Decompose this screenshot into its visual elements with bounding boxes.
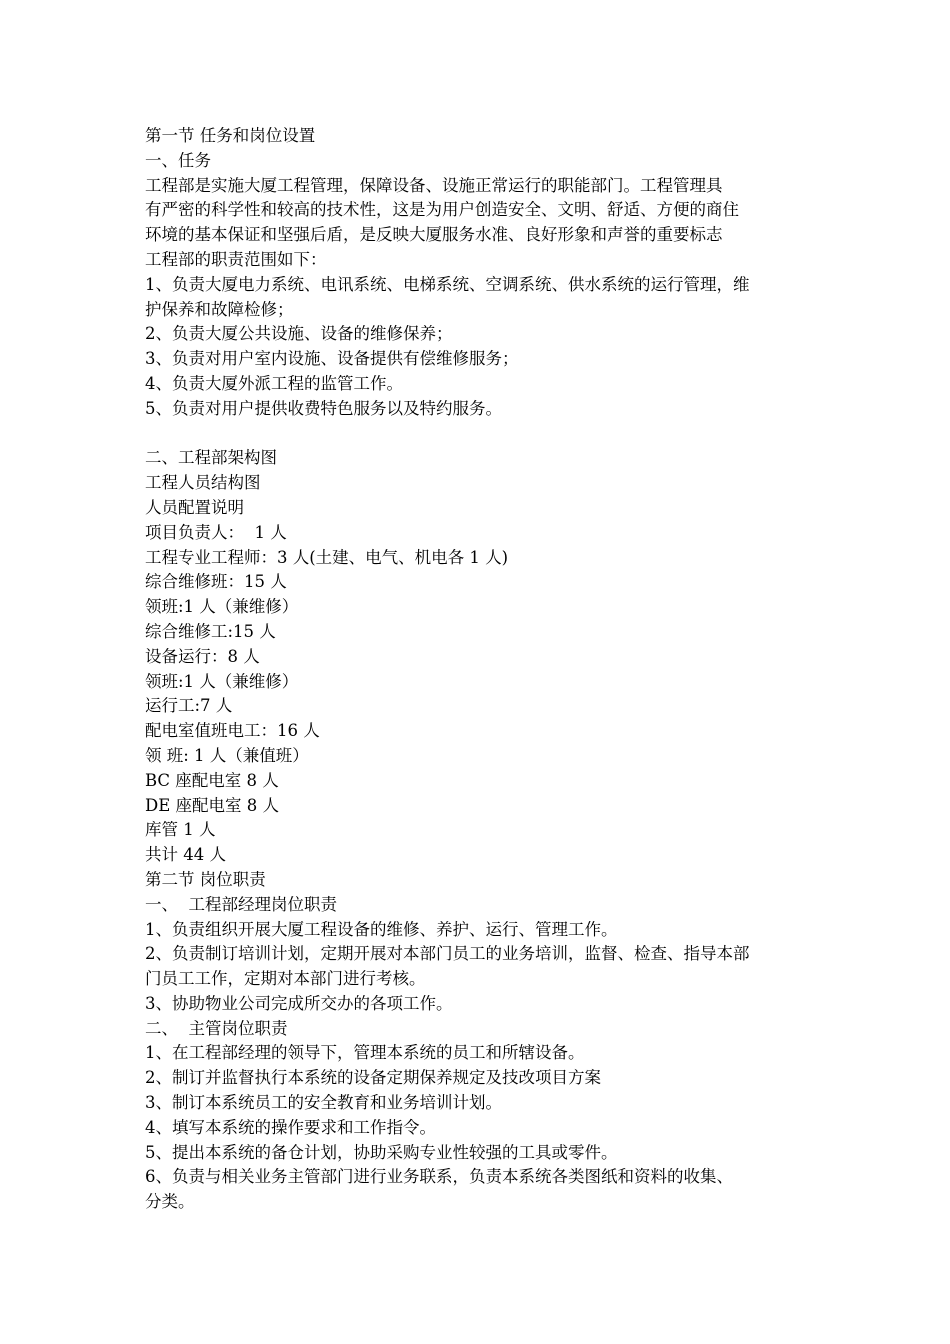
- intro-line: 环境的基本保证和坚强后盾，是反映大厦服务水准、良好形象和声誉的重要标志: [145, 225, 723, 245]
- intro-line: 工程部是实施大厦工程管理，保障设备、设施正常运行的职能部门。工程管理具: [145, 175, 723, 195]
- supervisor-line: 3、制订本系统员工的安全教育和业务培训计划。: [145, 1093, 502, 1113]
- manager-line: 2、负责制订培训计划，定期开展对本部门员工的业务培训，监督、检查、指导本部: [145, 944, 750, 964]
- duty-line: 护保养和故障检修；: [145, 299, 294, 319]
- supervisor-heading: 二、 主管岗位职责: [145, 1018, 288, 1038]
- section-title: 第一节 任务和岗位设置: [145, 126, 316, 145]
- supervisor-line: 2、制订并监督执行本系统的设备定期保养规定及技改项目方案: [145, 1068, 601, 1088]
- duty-line: 2、负责大厦公共设施、设备的维修保养；: [145, 324, 453, 344]
- staff-line: 共计 44 人: [145, 845, 226, 865]
- staff-line: 领班:1 人（兼维修）: [145, 671, 299, 691]
- supervisor-line: 分类。: [145, 1192, 195, 1212]
- staff-line: 综合维修班：15 人: [145, 572, 287, 592]
- staff-line: 项目负责人： 1 人: [145, 522, 287, 542]
- supervisor-line: 4、填写本系统的操作要求和工作指令。: [145, 1117, 436, 1137]
- section-title: 第二节 岗位职责: [145, 869, 266, 889]
- document-page: [145, 124, 815, 1215]
- supervisor-line: 1、在工程部经理的领导下，管理本系统的员工和所辖设备。: [145, 1043, 585, 1063]
- manager-line: 1、负责组织开展大厦工程设备的维修、养护、运行、管理工作。: [145, 919, 618, 939]
- intro-line: 工程部的职责范围如下：: [145, 249, 327, 269]
- staff-line: 综合维修工:15 人: [145, 621, 276, 641]
- staff-line: 领班:1 人（兼维修）: [145, 597, 299, 617]
- manager-heading: 一、 工程部经理岗位职责: [145, 894, 337, 914]
- duty-line: 1、负责大厦电力系统、电讯系统、电梯系统、空调系统、供水系统的运行管理，维: [145, 274, 750, 294]
- staff-line: 库管 1 人: [145, 820, 216, 840]
- duty-line: 5、负责对用户提供收费特色服务以及特约服务。: [145, 398, 502, 418]
- staff-line: 人员配置说明: [145, 497, 244, 517]
- intro-line: 有严密的科学性和较高的技术性，这是为用户创造安全、文明、舒适、方便的商住: [145, 200, 739, 220]
- staff-line: 设备运行：8 人: [145, 646, 260, 666]
- staff-line: 运行工:7 人: [145, 696, 233, 716]
- manager-line: 门员工工作，定期对本部门进行考核。: [145, 969, 426, 989]
- duty-line: 4、负责大厦外派工程的监管工作。: [145, 373, 403, 393]
- part-heading-structure: 二、工程部架构图: [145, 448, 277, 468]
- staff-line: BC 座配电室 8 人: [145, 770, 279, 790]
- staff-line: 工程专业工程师：3 人(土建、电气、机电各 1 人): [145, 547, 509, 567]
- staff-line: DE 座配电室 8 人: [145, 795, 280, 815]
- staff-line: 工程人员结构图: [145, 473, 261, 493]
- manager-line: 3、协助物业公司完成所交办的各项工作。: [145, 993, 453, 1013]
- part-heading-tasks: 一、任务: [145, 150, 211, 170]
- staff-line: 领 班: 1 人（兼值班）: [145, 745, 309, 765]
- supervisor-line: 6、负责与相关业务主管部门进行业务联系，负责本系统各类图纸和资料的收集、: [145, 1167, 733, 1187]
- blank-line: [145, 422, 815, 447]
- staff-line: 配电室值班电工：16 人: [145, 721, 320, 741]
- supervisor-line: 5、提出本系统的备仓计划，协助采购专业性较强的工具或零件。: [145, 1142, 618, 1162]
- duty-line: 3、负责对用户室内设施、设备提供有偿维修服务；: [145, 349, 519, 369]
